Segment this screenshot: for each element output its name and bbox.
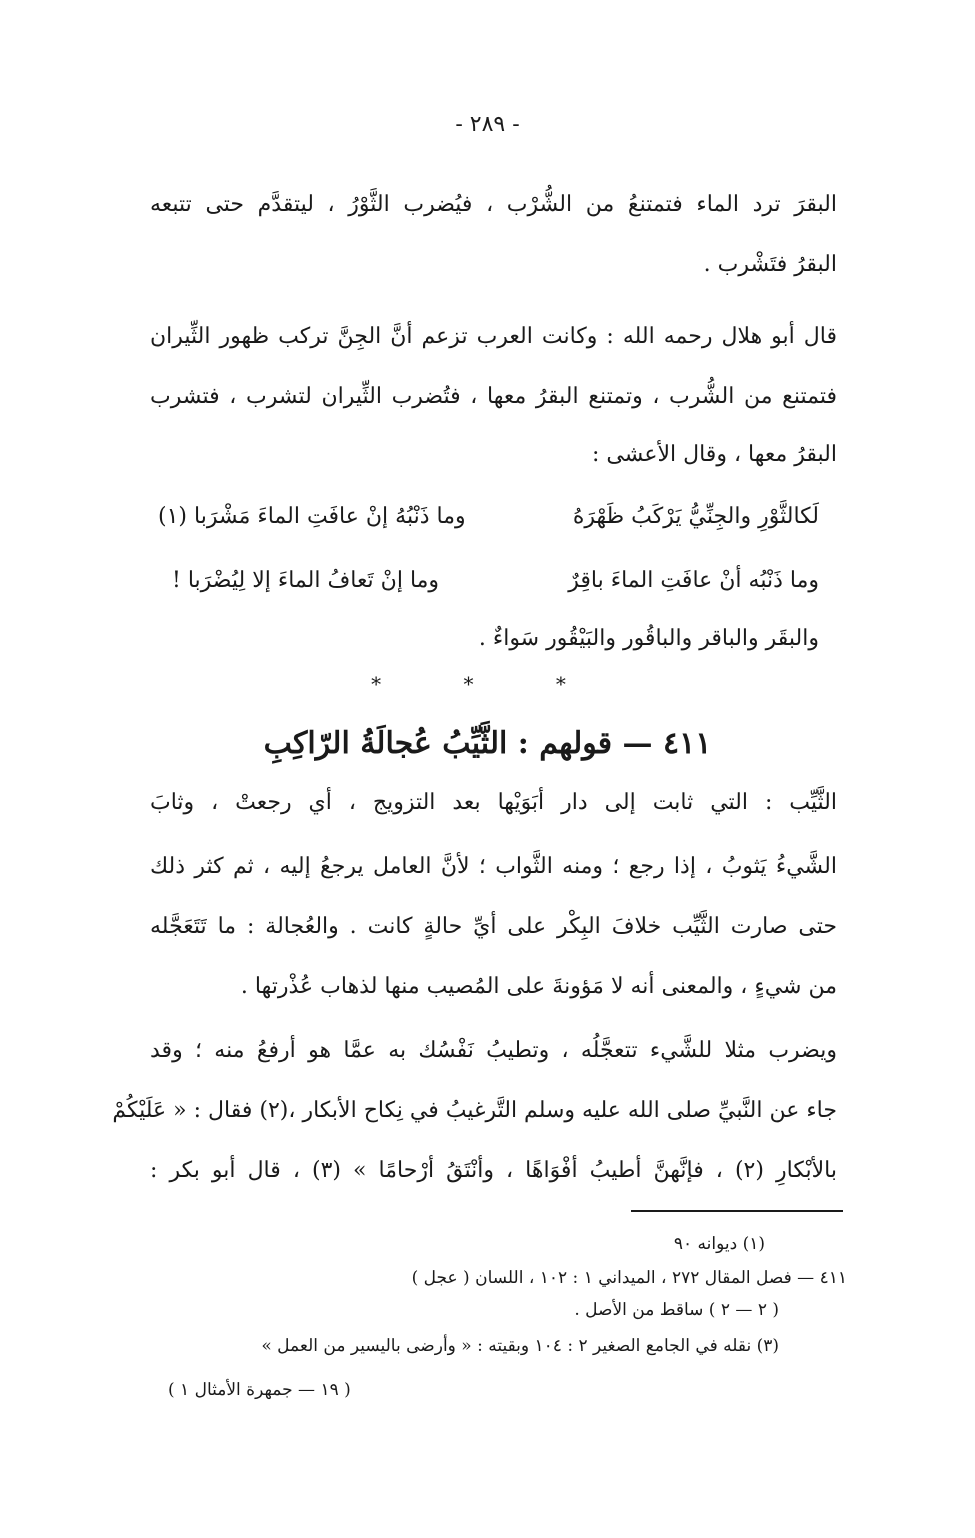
signature-line: ( ١٩ — جمهرة الأمثال ١ ) xyxy=(168,1380,351,1400)
intro-line-2: البقرُ فتَشْرب . xyxy=(703,252,837,277)
paragraph-1-line-2: فتمتنع من الشُّرب ، وتمتنع البقرُ معها ، فتُضرب الثِّيران لتشرب ، فتشرب xyxy=(150,384,837,409)
paragraph-3-line-1: ويضرب مثلا للشَّيء تتعجَّلُه ، وتطيبُ نَفْسُك به عمَّا هو أرفعُ منه ؛ وقد xyxy=(150,1038,837,1063)
verse-1-second-hemistich: وما ذَنْبُهُ إنْ عافَتِ الماءَ مَشْرَبا (١) xyxy=(158,504,466,529)
verse-2-second-hemistich: وما إنْ تَعافُ الماءَ إلا لِيُضْرَبا ! xyxy=(172,568,440,593)
section-separator: * * * xyxy=(371,672,604,696)
paragraph-2-line-4: من شيءٍ ، والمعنى أنه لا مَؤونةَ على المُصيب منها لذهاب عُذْرتها . xyxy=(240,974,837,999)
paragraph-1-line-3: البقرُ معها ، وقال الأعشى : xyxy=(591,442,837,467)
paragraph-1-line-1: قال أبو هلال رحمه الله : وكانت العرب تزعم أنَّ الجِنَّ تركب ظهور الثِّيران xyxy=(150,324,837,349)
footnote-1: (١) ديوانه ٩٠ xyxy=(673,1234,765,1254)
footnote-separator xyxy=(631,1210,843,1212)
verse-2-first-hemistich: وما ذَنْبُه أنْ عافَتِ الماءَ باقِرٌ xyxy=(568,568,819,593)
footnote-411: ٤١١ — فصل المقال ٢٧٢ ، الميداني ١ : ١٠٢ ، اللسان ( عجل ) xyxy=(411,1268,847,1288)
footnote-2: ( ٢ — ٢ ) ساقط من الأصل . xyxy=(574,1300,779,1320)
paragraph-2-line-2: الشَّيءُ يَثوبُ ، إذا رجع ؛ ومنه الثَّواب ؛ لأنَّ العامل يرجعُ إليه ، ثم كثر ذلك xyxy=(150,854,837,879)
paragraph-2-line-3: حتى صارت الثَّيِّب خلافَ البِكْر على أيِّ حالةٍ كانت . والعُجالة : ما تَتَعَجَّله xyxy=(150,914,837,939)
paragraph-2-line-1: الثَّيِّب : التي ثابت إلى دار أبَوَيْها بعد التزويج ، أي رجعتْ ، وثابَ xyxy=(150,790,837,815)
section-heading: ٤١١ — قولهم : الثَّيِّبُ عُجالَةُ الرّاكِبِ xyxy=(263,726,712,761)
paragraph-3-line-3: بالأبْكارِ (٢) ، فإنَّهنَّ أطيبُ أفْوَاهًا ، وأنْتَقُ أرْحامًا » (٣) ، قال أبو بكر : xyxy=(150,1158,837,1183)
intro-line-1: البقرَ ترد الماء فتمتنعُ من الشُّرْب ، فيُضرب الثَّوْرُ ، ليتقدَّم حتى تتبعه xyxy=(150,192,837,217)
paragraph-3-line-2: جاء عن النَّبيِّ صلى الله عليه وسلم التَّرغيبُ في نِكاح الأبكار ،(٢) فقال : « عَلَيْكُمْ xyxy=(112,1098,837,1123)
footnote-3: (٣) نقله في الجامع الصغير ٢ : ١٠٤ وبقيته : « وأرضى باليسير من العمل » xyxy=(261,1336,779,1356)
note-line: والبقَر والباقر والباقُور والبَيْقُور سَواءٌ . xyxy=(478,626,819,651)
page-number: - ٢٨٩ - xyxy=(455,112,520,137)
verse-1-first-hemistich: لَكالثَّوْرِ والجِنِّيُّ يَرْكَبُ ظَهْرَهُ xyxy=(572,504,819,529)
